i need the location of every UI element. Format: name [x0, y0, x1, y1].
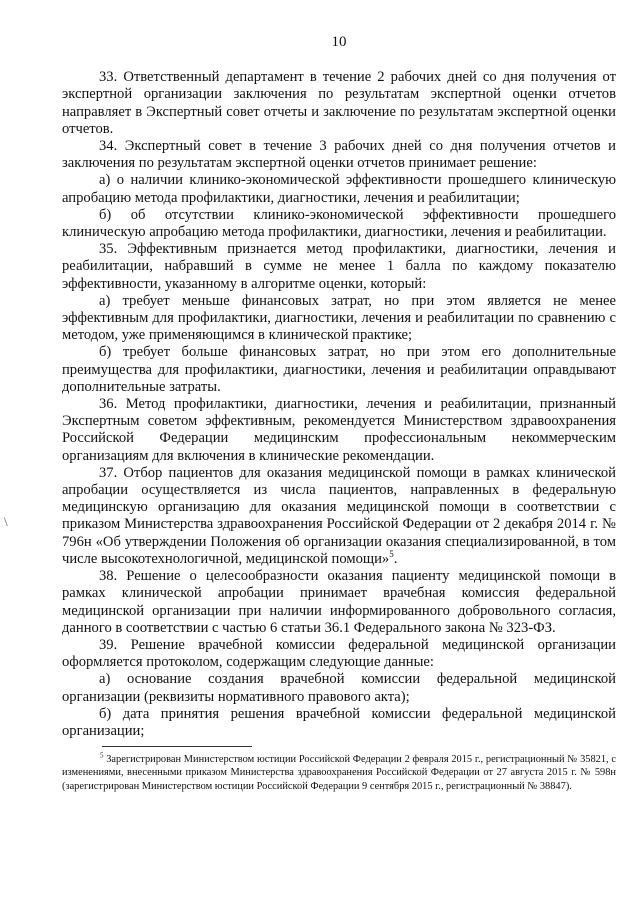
footnote: [62, 753, 616, 793]
margin-mark: \: [4, 514, 8, 529]
footnote-divider: [102, 746, 252, 747]
paragraph-34: 34. Экспертный совет в течение 3 рабочих дней со дня получения отчетов и заключения по результатам экспертной оценки отчетов принимает решение:: [62, 138, 616, 172]
paragraph-39: 39. Решение врачебной комиссии федеральной медицинской организации оформляется протоколом, содержащим следующие данные:: [62, 636, 616, 671]
paragraph-36: 36. Метод профилактики, диагностики, лечения и реабилитации, признанный Экспертным советом эффективным, рекомендуется Министерством здравоохранения Российской Федерации медицинским профессиональным некоммерческим организациям для включения в клинические рекомендации.: [62, 396, 616, 464]
footnote-reference: 5: [389, 549, 394, 560]
paragraph-38: 38. Решение о целесообразности оказания пациенту медицинской помощи в рамках клинической апробации принимает врачебная комиссия федеральной медицинской организации при наличии информированного добровольного согласия, данного в соответствии с частью 6 статьи 36.1 Федерального закона № 323-ФЗ.: [62, 568, 616, 636]
paragraph-37: 37. Отбор пациентов для оказания медицинской помощи в рамках клинической апробации осуществляется из числа пациентов, направленных в федеральную медицинскую организацию для оказания медицинской помощи в соответствии с приказом Министерства здравоохранения Российской Федерации от 2 декабря 2014 г. № 796н «Об утверждении Положения об организации оказания специализированной, в том числе высокотехнологичной, медицинской помощи»$^5$.: [62, 464, 616, 567]
paragraph-35-b: б) требует больше финансовых затрат, но при этом его дополнительные преимущества для профилактики, диагностики, лечения и реабилитации оправдывают дополнительные затраты.: [62, 344, 616, 395]
paragraph-37-text: 37. Отбор пациентов для оказания медицинской помощи в рамках клинической апробации осуществляется из числа пациентов, направленных в федеральную медицинскую организацию для оказания медицинской помощи в соответствии с приказом Министерства здравоохранения Российской Федерации от 2 декабря 2014 г. № 796н «Об утверждении Положения об организации оказания специализированной, в том числе высокотехнологичной, медицинской помощи»: [62, 464, 616, 567]
paragraph-39-b: б) дата принятия решения врачебной комиссии федеральной медицинской организации;: [62, 705, 616, 739]
paragraph-35: 35. Эффективным признается метод профилактики, диагностики, лечения и реабилитации, набравший в сумме не менее 1 балла по каждому показателю эффективности, указанному в алгоритме оценки, который:: [62, 241, 616, 292]
paragraph-33: 33. Ответственный департамент в течение 2 рабочих дней со дня получения от экспертной организации заключения по результатам экспертной оценки отчетов направляет в Экспертный совет отчеты и заключение по результатам экспертной оценки отчетов.: [62, 69, 616, 137]
paragraph-34-b: б) об отсутствии клинико-экономической эффективности прошедшего клиническую апробацию метода профилактики, диагностики, лечения и реабилитации.: [62, 206, 616, 241]
paragraph-39-a: а) основание создания врачебной комиссии федеральной медицинской организации (реквизиты нормативного правового акта);: [62, 671, 616, 705]
page-number: 10: [331, 34, 347, 50]
footnote-text: Зарегистрирован Министерством юстиции Российской Федерации 2 февраля 2015 г., регистрационный № 35821, с изменениями, внесенными приказом Министерства здравоохранения Российской Федерации от 27 августа 2015 г. № 598н (зарегистрирован Министерством юстиции Российской Федерации 9 сентября 2015 г., регистрационный № 38847).: [62, 754, 616, 792]
paragraph-35-a: а) требует меньше финансовых затрат, но при этом является не менее эффективным для профилактики, диагностики, лечения и реабилитации по сравнению с методом, уже применяющимся в клинической практике;: [62, 292, 616, 344]
footnote-marker: 5: [100, 751, 104, 760]
paragraph-34-a: а) о наличии клинико-экономической эффективности прошедшего клиническую апробацию метода профилактики, диагностики, лечения и реабилитации;: [62, 172, 616, 206]
